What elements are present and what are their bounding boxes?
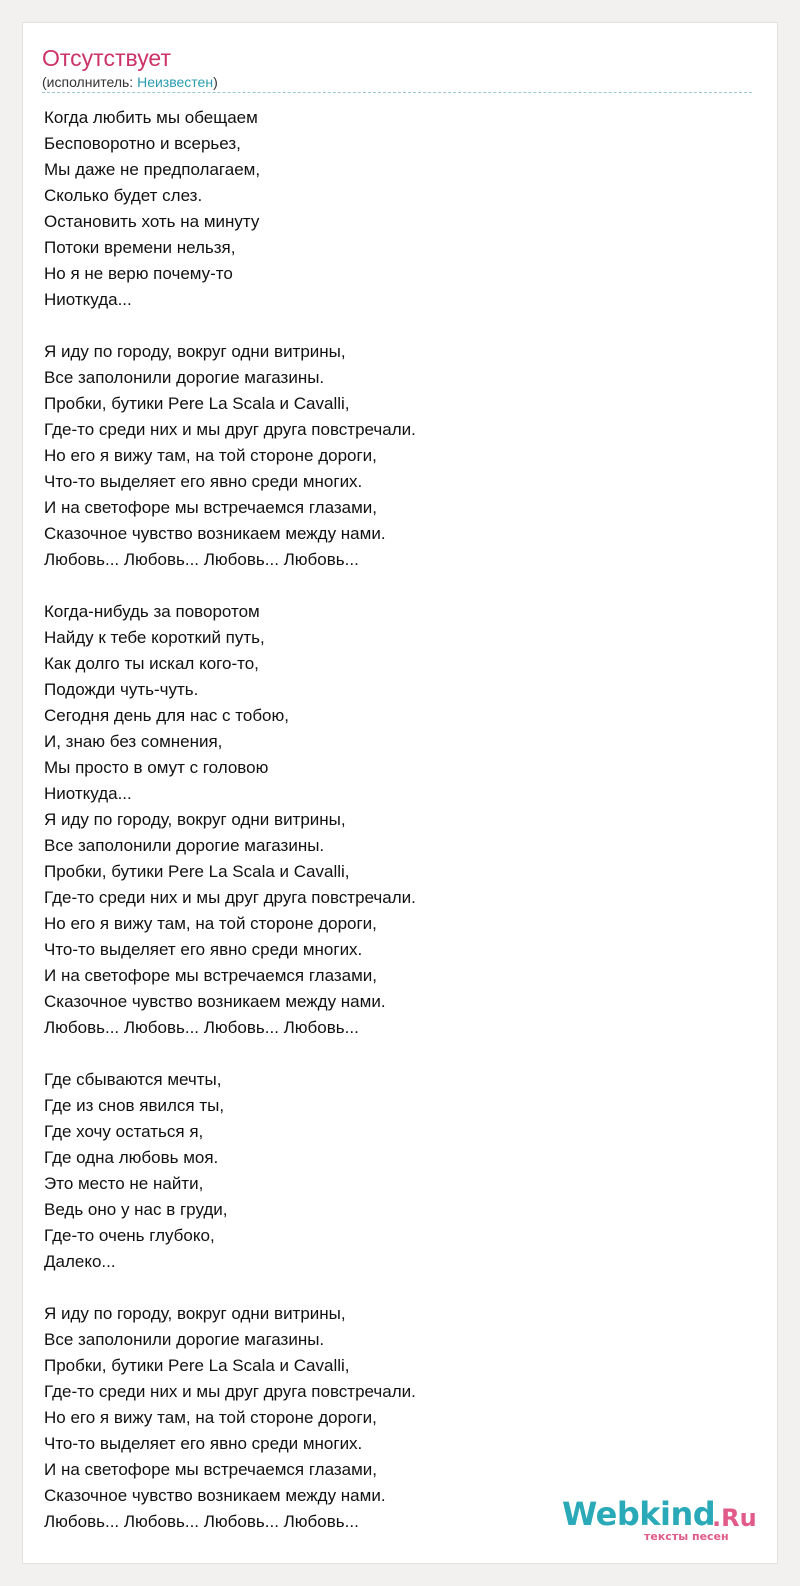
logo-domain: .Ru — [712, 1504, 757, 1532]
lyric-line: Где сбываются мечты, — [44, 1070, 222, 1089]
lyric-line: Но его я вижу там, на той стороне дороги, — [44, 1408, 377, 1427]
lyric-line: Пробки, бутики Pere La Scala и Cavalli, — [44, 394, 350, 413]
lyric-line: Любовь... Любовь... Любовь... Любовь... — [44, 1018, 359, 1037]
stanza-gap — [44, 313, 744, 339]
lyric-line: Я иду по городу, вокруг одни витрины, — [44, 342, 346, 361]
logo-tagline: тексты песен — [644, 1530, 729, 1543]
lyric-line: Ведь оно у нас в груди, — [44, 1200, 228, 1219]
lyric-line: Это место не найти, — [44, 1174, 204, 1193]
lyric-line: Бесповоротно и всерьез, — [44, 134, 241, 153]
lyric-line: Ниоткуда... — [44, 784, 132, 803]
lyric-line: Но я не верю почему-то — [44, 264, 233, 283]
lyric-line: Где хочу остаться я, — [44, 1122, 204, 1141]
logo-wordmark: Webkind — [562, 1495, 716, 1533]
lyric-line: Где-то среди них и мы друг друга повстречали. — [44, 1382, 416, 1401]
lyric-line: Как долго ты искал кого-то, — [44, 654, 259, 673]
lyric-line: Но его я вижу там, на той стороне дороги, — [44, 914, 377, 933]
stanza-gap — [44, 573, 744, 599]
lyric-line: Подожди чуть-чуть. — [44, 680, 199, 699]
lyric-line: Ниоткуда... — [44, 290, 132, 309]
site-logo[interactable] — [562, 1494, 757, 1548]
lyric-line: Где-то среди них и мы друг друга повстречали. — [44, 888, 416, 907]
artist-prefix: (исполнитель: — [42, 74, 138, 90]
lyric-line: Сегодня день для нас с тобою, — [44, 706, 289, 725]
lyric-line: Сказочное чувство возникаем между нами. — [44, 1486, 386, 1505]
lyric-line: Сказочное чувство возникаем между нами. — [44, 992, 386, 1011]
lyric-line: Сколько будет слез. — [44, 186, 203, 205]
lyric-line: Мы просто в омут с головою — [44, 758, 269, 777]
lyric-line: Где-то очень глубоко, — [44, 1226, 215, 1245]
lyric-line: Любовь... Любовь... Любовь... Любовь... — [44, 550, 359, 569]
lyric-line: Сказочное чувство возникаем между нами. — [44, 524, 386, 543]
lyric-line: Мы даже не предполагаем, — [44, 160, 261, 179]
lyric-line: Где одна любовь моя. — [44, 1148, 219, 1167]
lyric-line: Пробки, бутики Pere La Scala и Cavalli, — [44, 1356, 350, 1375]
title-divider — [42, 92, 752, 93]
lyric-line: Все заполонили дорогие магазины. — [44, 1330, 325, 1349]
lyric-line: Я иду по городу, вокруг одни витрины, — [44, 1304, 346, 1323]
lyrics-text — [44, 105, 744, 1535]
lyric-line: Остановить хоть на минуту — [44, 212, 260, 231]
stanza-gap — [44, 1275, 744, 1301]
lyric-line: Я иду по городу, вокруг одни витрины, — [44, 810, 346, 829]
lyric-line: Что-то выделяет его явно среди многих. — [44, 1434, 363, 1453]
lyric-line: Любовь... Любовь... Любовь... Любовь... — [44, 1512, 359, 1531]
lyric-line: Когда-нибудь за поворотом — [44, 602, 260, 621]
lyric-line: Найду к тебе короткий путь, — [44, 628, 265, 647]
lyric-line: Что-то выделяет его явно среди многих. — [44, 940, 363, 959]
lyric-line: Когда любить мы обещаем — [44, 108, 258, 127]
lyric-line: Но его я вижу там, на той стороне дороги, — [44, 446, 377, 465]
lyric-line: Далеко... — [44, 1252, 116, 1271]
lyric-line: Где-то среди них и мы друг друга повстречали. — [44, 420, 416, 439]
lyric-line: И на светофоре мы встречаемся глазами, — [44, 498, 378, 517]
lyric-line: Где из снов явился ты, — [44, 1096, 225, 1115]
lyric-line: Все заполонили дорогие магазины. — [44, 836, 325, 855]
lyric-line: Пробки, бутики Pere La Scala и Cavalli, — [44, 862, 350, 881]
lyrics-card — [22, 22, 778, 1564]
lyric-line: И на светофоре мы встречаемся глазами, — [44, 966, 378, 985]
lyric-line: Все заполонили дорогие магазины. — [44, 368, 325, 387]
artist-link[interactable]: Неизвестен — [137, 74, 214, 90]
lyric-line: И, знаю без сомнения, — [44, 732, 223, 751]
lyric-line: Что-то выделяет его явно среди многих. — [44, 472, 363, 491]
stanza-gap — [44, 1041, 744, 1067]
lyric-line: И на светофоре мы встречаемся глазами, — [44, 1460, 378, 1479]
artist-line — [42, 73, 218, 91]
lyric-line: Потоки времени нельзя, — [44, 238, 236, 257]
artist-suffix: ) — [213, 74, 218, 90]
song-title: Отсутствует — [42, 45, 171, 71]
